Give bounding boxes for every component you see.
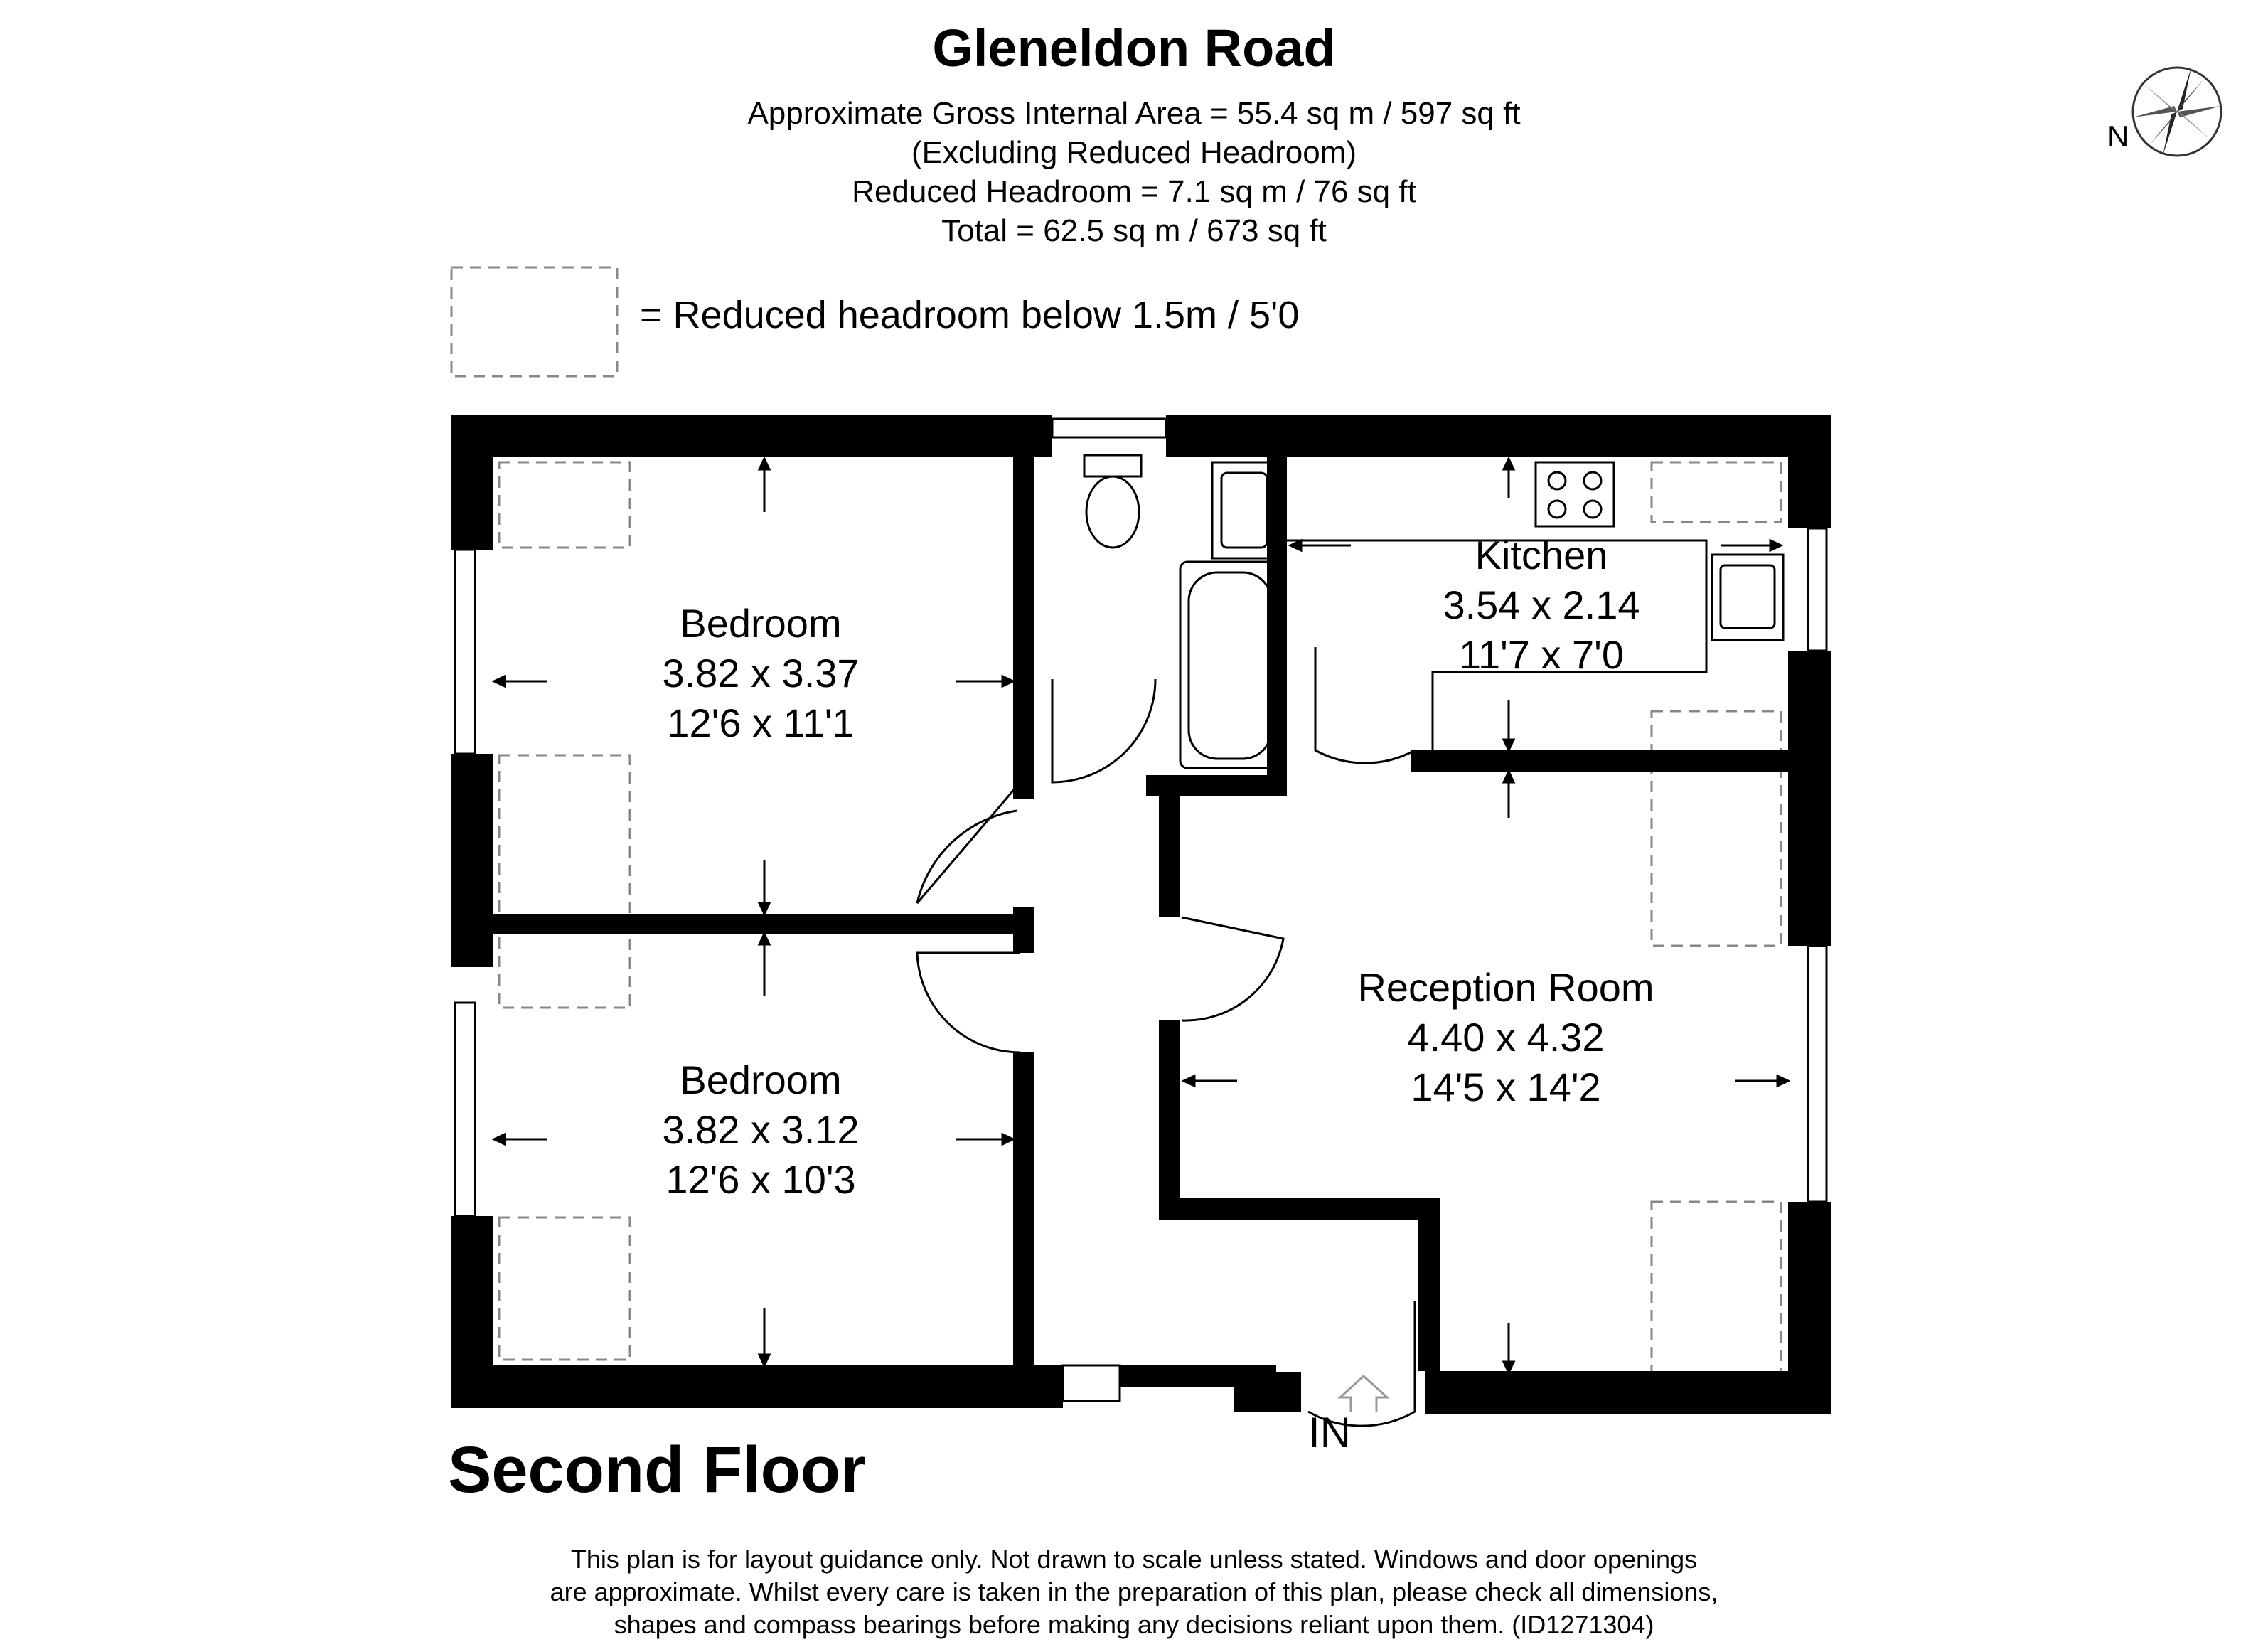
floor-label: Second Floor [448, 1434, 866, 1506]
total-area-line: Total = 62.5 sq m / 673 sq ft [941, 213, 1327, 248]
reception-room-metric: 4.40 x 4.32 [1407, 1015, 1605, 1060]
disclaimer-line-1: This plan is for layout guidance only. Not drawn to scale unless stated. Windows and door openings [570, 1545, 1698, 1574]
disclaimer-line-2: are approximate. Whilst every care is taken in the preparation of this plan, please check all dimensions, [550, 1577, 1718, 1606]
entrance-arrow-icon [1340, 1376, 1387, 1412]
disclaimer-line-3: shapes and compass bearings before making any decisions reliant upon them. (ID1271304) [614, 1610, 1654, 1639]
entrance-label: IN [1308, 1409, 1351, 1456]
windows [455, 419, 1826, 1401]
kitchen-name: Kitchen [1475, 533, 1608, 577]
walls [451, 415, 1831, 1414]
kitchen-metric: 3.54 x 2.14 [1443, 582, 1640, 627]
gross-area-line: Approximate Gross Internal Area = 55.4 sq m / 597 sq ft [747, 96, 1521, 131]
legend-swatch [451, 267, 617, 376]
fixtures [1084, 455, 1783, 768]
hob-icon [1536, 462, 1614, 526]
bedroom-1-metric: 3.82 x 3.37 [662, 651, 860, 695]
plan-title: Gleneldon Road [932, 18, 1336, 78]
bath-icon [1180, 562, 1280, 768]
compass-icon [2133, 68, 2221, 156]
kitchen-imperial: 11'7 x 7'0 [1458, 632, 1625, 677]
bedroom-2-name: Bedroom [680, 1057, 842, 1102]
compass-north-label: N [2107, 119, 2129, 153]
bedroom-1-name: Bedroom [680, 601, 842, 646]
legend-text: = Reduced headroom below 1.5m / 5'0 [640, 294, 1300, 336]
reception-room-name: Reception Room [1357, 965, 1654, 1010]
reception-room-imperial: 14'5 x 14'2 [1411, 1065, 1601, 1109]
toilet-icon [1086, 476, 1139, 548]
bedroom-1-imperial: 12'6 x 11'1 [667, 700, 855, 745]
bedroom-2-imperial: 12'6 x 10'3 [665, 1157, 856, 1202]
bedroom-2-metric: 3.82 x 3.12 [662, 1107, 860, 1152]
excluding-note-line: (Excluding Reduced Headroom) [911, 135, 1357, 170]
reduced-headroom-line: Reduced Headroom = 7.1 sq m / 76 sq ft [852, 174, 1416, 209]
